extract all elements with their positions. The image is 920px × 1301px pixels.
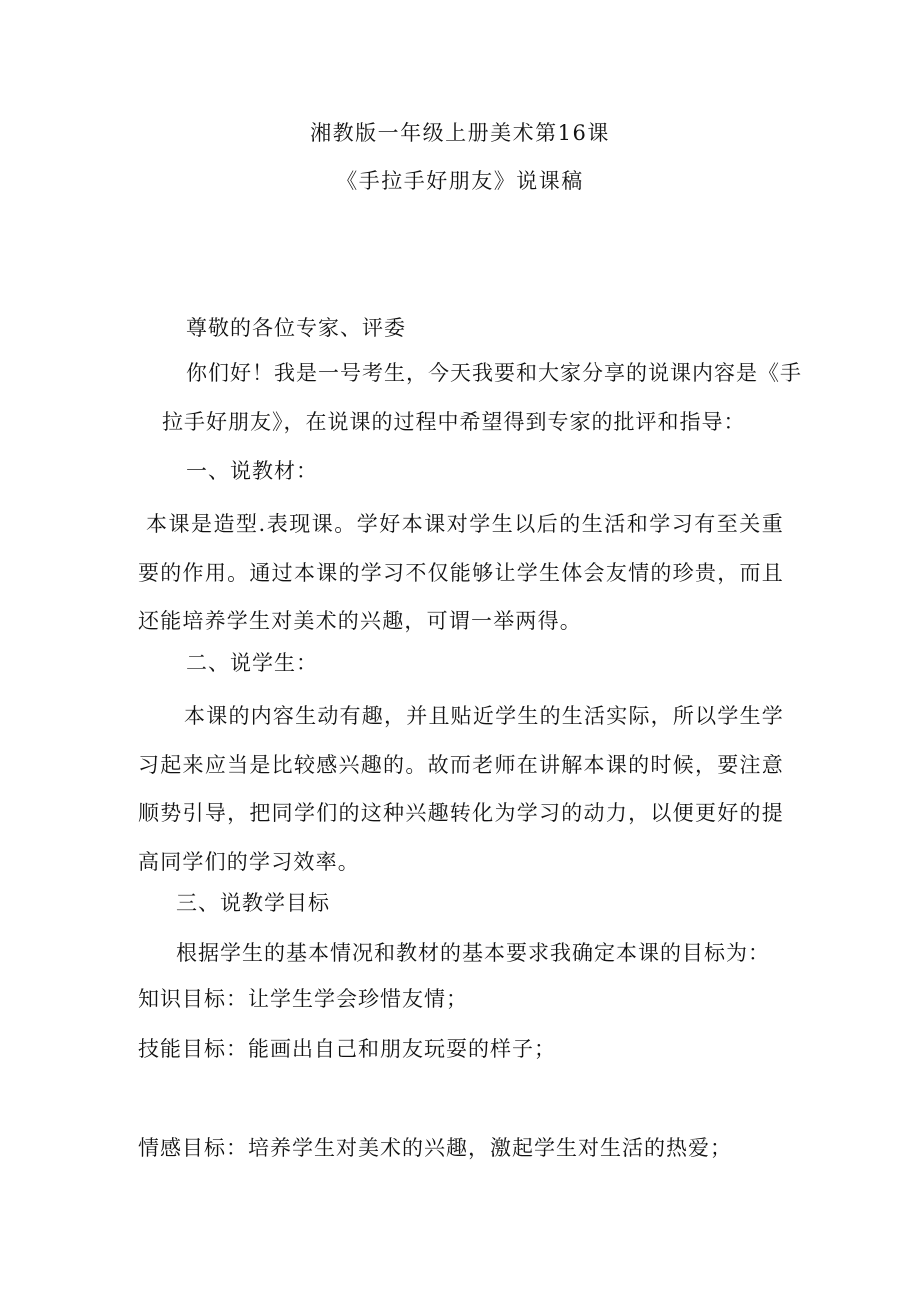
goals-intro: 根据学生的基本情况和教材的基本要求我确定本课的目标为： xyxy=(176,941,770,965)
section-heading-textbook: 一、说教材： xyxy=(186,459,318,483)
document-subtitle: 《手拉手好朋友》说课稿 xyxy=(336,169,584,193)
goal-skill: 技能目标：能画出自己和朋友玩耍的样子； xyxy=(138,1037,556,1061)
section-body-textbook: 本课是造型.表现课。学好本课对学生以后的生活和学习有至关重要的作用。通过本课的学习不仅能够让学生体会友情的珍贵，而且还能培养学生对美术的兴趣，可谓一举两得。 xyxy=(138,512,784,633)
section-heading-goals: 三、说教学目标 xyxy=(176,891,330,915)
intro-line-2: 拉手好朋友》，在说课的过程中希望得到专家的批评和指导： xyxy=(162,410,746,434)
goal-emotion: 情感目标：培养学生对美术的兴趣，激起学生对生活的热爱； xyxy=(138,1136,732,1160)
goal-knowledge: 知识目标：让学生学会珍惜友情； xyxy=(138,987,468,1011)
document-title: 湘教版一年级上册美术第16课 xyxy=(310,121,610,145)
section-body-students: 本课的内容生动有趣，并且贴近学生的生活实际，所以学生学习起来应当是比较感兴趣的。故而老师在讲解本课的时候，要注意顺势引导，把同学们的这种兴趣转化为学习的动力，以便更好的提高同学们的学习效率。 xyxy=(138,704,784,874)
greeting: 尊敬的各位专家、评委 xyxy=(186,316,406,340)
intro-line-1: 你们好！我是一号考生，今天我要和大家分享的说课内容是《手 xyxy=(186,361,802,385)
section-heading-students: 二、说学生： xyxy=(186,651,318,675)
